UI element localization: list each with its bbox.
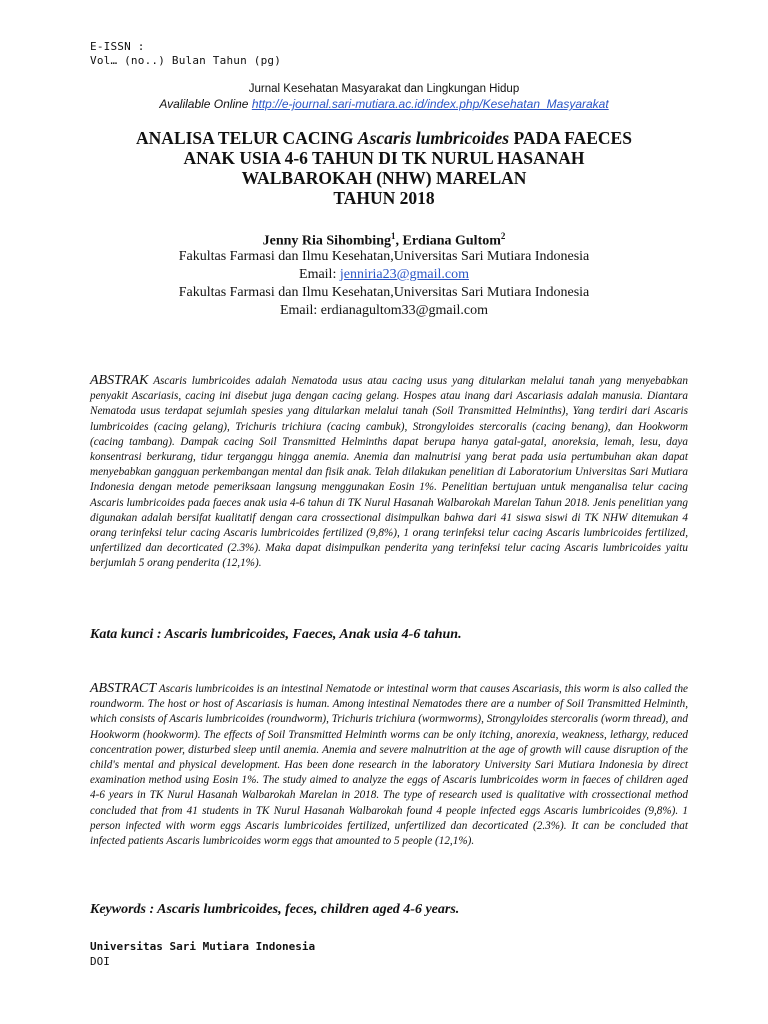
title-line4: TAHUN 2018 bbox=[333, 188, 435, 208]
volume-label: Vol… (no..) Bulan Tahun (pg) bbox=[90, 54, 282, 67]
title-line3: WALBAROKAH (NHW) MARELAN bbox=[241, 168, 527, 188]
author-list bbox=[0, 231, 768, 250]
email-1-link[interactable]: jenniria23@gmail.com bbox=[339, 267, 469, 282]
title-line2: ANAK USIA 4-6 TAHUN DI TK NURUL HASANAH bbox=[183, 148, 585, 168]
author-1-sup: 1 bbox=[390, 231, 396, 241]
journal-name: Jurnal Kesehatan Masyarakat dan Lingkungan Hidup bbox=[248, 83, 520, 95]
kata-kunci: Kata kunci : Ascaris lumbricoides, Faeces, Anak usia 4-6 tahun. bbox=[90, 627, 462, 642]
email-2-line: Email: erdianagultom33@gmail.com bbox=[279, 303, 489, 318]
footer-university: Universitas Sari Mutiara Indonesia bbox=[90, 940, 316, 953]
author-2-sup: 2 bbox=[500, 231, 506, 241]
abstract-heading: ABSTRACT bbox=[90, 681, 157, 696]
keywords: Keywords : Ascaris lumbricoides, feces, children aged 4-6 years. bbox=[90, 902, 460, 917]
footer-doi: DOI bbox=[90, 955, 110, 968]
title-part2: PADA FAECES bbox=[509, 128, 632, 148]
abstrak-heading: ABSTRAK bbox=[90, 373, 149, 388]
paper-title bbox=[80, 128, 688, 208]
abstrak-section bbox=[90, 373, 688, 572]
title-part1: ANALISA TELUR CACING bbox=[136, 128, 358, 148]
journal-url-link[interactable]: http://e-journal.sari-mutiara.ac.id/index.php/Kesehatan_Masyarakat bbox=[251, 97, 609, 111]
eissn-label: E-ISSN : bbox=[90, 40, 145, 53]
author-1: Jenny Ria Sihombing bbox=[262, 233, 391, 249]
affiliation-1: Fakultas Farmasi dan Ilmu Kesehatan,Universitas Sari Mutiara Indonesia bbox=[178, 249, 590, 264]
email-1-label: Email: bbox=[299, 267, 340, 282]
online-availability bbox=[0, 97, 768, 111]
abstrak-body: Ascaris lumbricoides adalah Nematoda usus atau cacing usus yang ditularkan melalui tanah yang menyebabkan penyakit Ascariasis, cacing ini disebut juga dengan cacing gelang. Hospes atau inang dari Ascariasis adalah manusia. Diantara Nematoda usus terdapat sejumlah spesies yang ditularkan melalui tanah (Soil Transmitted Helminths), Yang terdiri dari Ascaris lumbricoides (cacing gelang), Trichuris trichiura (cacing cambuk), Strongyloides stercoralis (cacing benang), dan Hookworm (cacing tambang). Dampak cacing Soil Transmitted Helminths dapat berupa hanya gatal-gatal, anoreksia, lemah, lesu, daya konsentrasi berkurang, tidur terganggu hingga anemia. Anemia dan malnutrisi yang berat pada usia pertumbuhan akan dapat menyebabkan gangguan perkembangan mental dan fisik anak. Telah dilakukan penelitian di Laboratorium Universitas Sari Mutiara Indonesia dengan metode pemeriksaan langsung menggunakan Eosin 1%. Penelitian bertujuan untuk menganalisa telur cacing Ascaris lumbricoides pada faeces anak usia 4-6 tahun di TK Nurul Hasanah Walbarokah Marelan Tahun 2018. Jenis penelitian yang digunakan adalah bersifat kualitatif dengan cara crossectional disimpulkan bahwa dari 41 siswa siswi di TK NHW ditemukan 4 orang terinfeksi telur cacing Ascaris lumbricoides fertilized (9,8%), 1 orang terinfeksi telur cacing Ascaris lumbricoides fertilized, unfertilized dan decorticated (2.3%). Maka dapat disimpulkan penderita yang terinfeksi telur cacing Ascaris lumbricoides yaitu berjumlah 5 orang penderita (12,1%). bbox=[90, 375, 688, 570]
title-species: Ascaris lumbricoides bbox=[357, 128, 510, 148]
author-separator: , bbox=[395, 233, 403, 249]
abstract-section bbox=[90, 681, 688, 849]
author-2: Erdiana Gultom bbox=[402, 233, 501, 249]
affiliation-2: Fakultas Farmasi dan Ilmu Kesehatan,Universitas Sari Mutiara Indonesia bbox=[178, 285, 590, 300]
abstract-body: Ascaris lumbricoides is an intestinal Nematode or intestinal worm that causes Ascariasis, this worm is also called the roundworm. The host or host of Ascariasis is human. Among intestinal Nematodes there are a number of Soil Transmitted Helminth, which consists of Ascaris lumbricoides (roundworm), Trichuris trichiura (wormworms), Strongyloides stercoralis (worm thread), and Hookworm (hookworm). The effects of Soil Transmitted Helminth worms can be only itching, anorexia, weakness, lethargy, reduced concentration power, disturbed sleep until anemia. Anemia and severe malnutrition at the age of growth will cause disruption of the child's mental and physical development. Has been done research in the laboratory University Sari Mutiara Indonesia by direct examination method using Eosin 1%. The study aimed to analyze the eggs of Ascaris lumbricoides worm in faeces of children aged 4-6 years in TK Nurul Hasanah Walbarokah Marelan in 2018. The type of research used is qualitative with crossectional method concluded that from 41 students in TK Nurul Hasanah Walbarokah found 4 people infected eggs Ascaris lumbricoides (9,8%). 1 person infected with worm eggs Ascaris lumbricoides fertilized, unfertilized dan decorticated (2.3%). It can be concluded that infected patients Ascaris lumbricoides worm eggs that amounted to 5 people (12,1%). bbox=[90, 683, 688, 848]
online-label: Avalilable Online bbox=[159, 97, 249, 111]
email-1-line bbox=[0, 267, 768, 283]
